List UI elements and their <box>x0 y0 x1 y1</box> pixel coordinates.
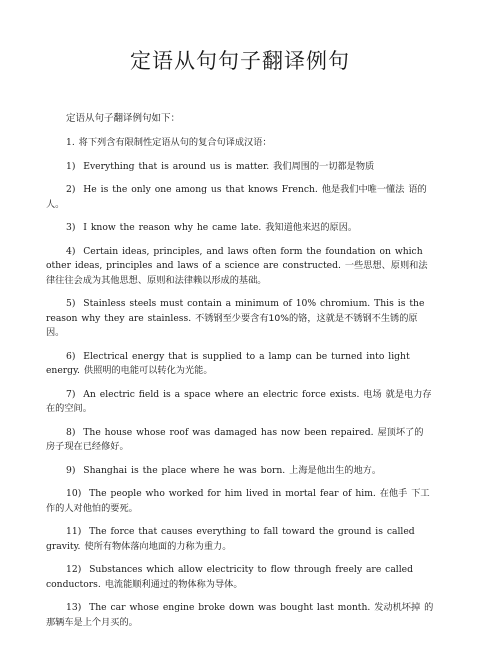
item-chinese: 电流能顺利通过的物体称为导体。 <box>104 578 243 590</box>
item-number: 11) <box>66 526 82 537</box>
list-item <box>46 525 434 554</box>
item-english: The house whose roof was damaged has now been repaired. <box>83 426 374 438</box>
item-chinese: 不锈钢至少要含有10%的铬，这就是不锈钢不生锈的原因。 <box>46 312 418 338</box>
item-chinese: 上海是他出生的地方。 <box>289 464 382 476</box>
list-item <box>46 160 434 175</box>
list-item <box>46 245 434 289</box>
item-chinese: 屋顶坏了的 房子现在已经修好。 <box>46 426 424 452</box>
item-number: 4) <box>66 245 76 257</box>
list-item <box>46 563 434 592</box>
item-number: 2) <box>66 184 76 195</box>
item-english: Certain ideas, principles, and laws often form the foundation on which other ideas, principles and laws of a science are constructed. <box>46 245 423 271</box>
list-item <box>46 297 434 341</box>
item-english: The people who worked for him lived in mortal fear of him. <box>89 488 376 499</box>
item-number: 13) <box>66 602 82 613</box>
list-item <box>46 388 434 417</box>
list-item <box>46 464 434 479</box>
list-item <box>46 426 434 455</box>
list-item <box>46 183 434 212</box>
item-english: Everything that is around us is matter. <box>83 160 270 172</box>
item-number: 12) <box>66 564 82 575</box>
item-chinese: 一些思想、原则和法律往往会成为其他思想、原则和法律赖以形成的基础。 <box>46 260 428 286</box>
intro-text: 定语从句子翻译例句如下： <box>66 113 181 124</box>
item-number: 9) <box>66 464 76 476</box>
item-english: An electric field is a space where an electric force exists. <box>83 388 360 400</box>
item-chinese: 我知道他来迟的原因。 <box>265 222 358 233</box>
instruction-line: 1. 将下列含有限制性定语从句的复合句译成汉语： <box>66 137 272 148</box>
list-item <box>46 350 434 379</box>
item-number: 1) <box>66 160 76 172</box>
item-chinese: 供照明的电能可以转化为光能。 <box>83 365 213 376</box>
item-chinese: 发动机坏掉 的那辆车是上个月买的。 <box>46 602 434 628</box>
item-chinese: 我们周围的一切都是物质 <box>273 160 375 172</box>
item-english: The car whose engine broke down was bought last month. <box>89 602 371 613</box>
item-number: 7) <box>66 388 76 400</box>
page-title: 定语从句句子翻译例句 <box>130 49 350 73</box>
item-english: Stainless steels must contain a minimum of 10% chromium. This is the reason why they are stainless. <box>46 298 425 324</box>
item-english: Shanghai is the place where he was born. <box>83 464 286 476</box>
list-item <box>46 601 434 630</box>
item-number: 10) <box>66 488 82 499</box>
list-item <box>46 221 434 236</box>
item-number: 6) <box>66 350 76 362</box>
item-chinese: 使所有物体落向地面的力称为重力。 <box>84 540 232 552</box>
item-english: The force that causes everything to fall toward the ground is called gravity. <box>46 526 415 552</box>
item-english: I know the reason why he came late. <box>83 222 262 233</box>
item-english: He is the only one among us that knows French. <box>83 184 318 195</box>
item-english: Substances which allow electricity to flow through freely are called conductors. <box>46 564 413 590</box>
item-chinese: 他是我们中唯一懂法 语的人。 <box>46 184 427 210</box>
item-number: 3) <box>66 222 76 233</box>
item-number: 5) <box>66 298 76 309</box>
list-item <box>46 487 434 516</box>
item-number: 8) <box>66 426 76 438</box>
item-chinese: 在他手 下工作的人对他怕的要死。 <box>46 488 430 514</box>
item-chinese: 电场 就是电力存在的空间。 <box>46 388 432 414</box>
item-english: Electrical energy that is supplied to a lamp can be turned into light energy. <box>46 350 410 376</box>
